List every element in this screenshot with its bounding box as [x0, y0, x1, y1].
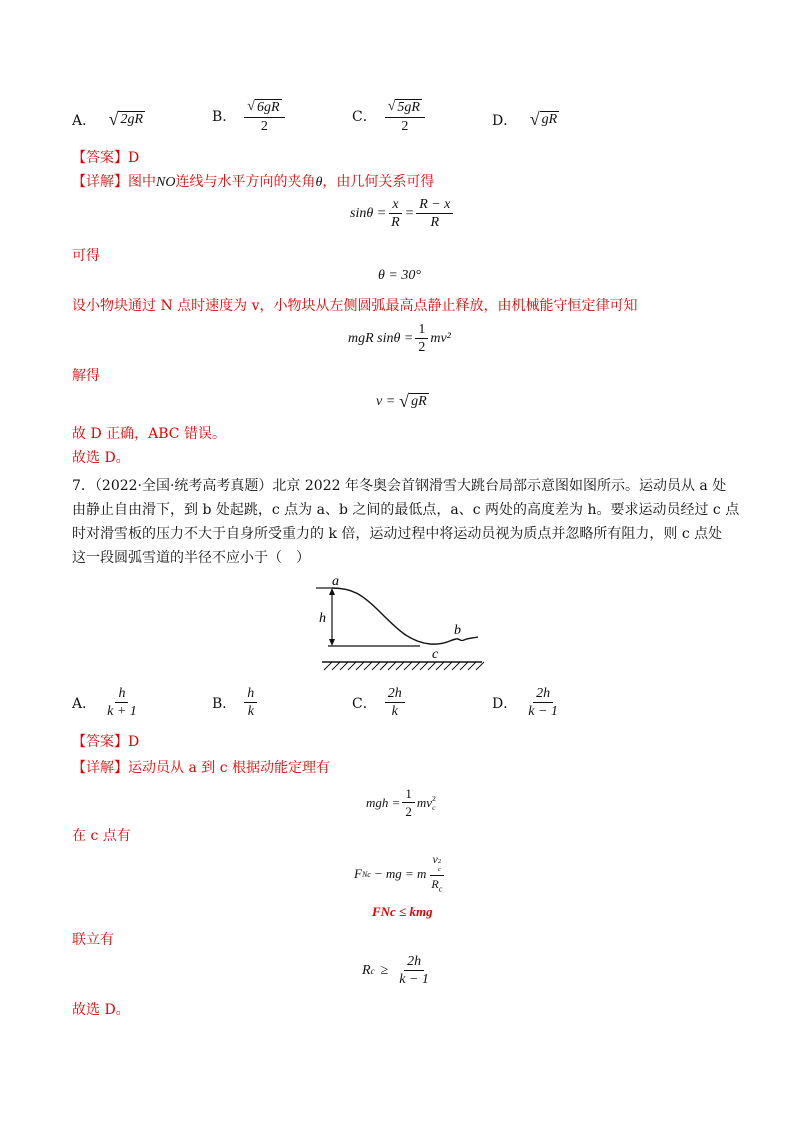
q7-lianli: 联立有: [72, 932, 114, 948]
ski-jump-diagram: [310, 572, 490, 682]
q6-detail: 【详解】图中NO连线与水平方向的夹角θ，由几何关系可得: [72, 174, 435, 190]
q7-option-a: A． $\frac{h}{k + 1}$: [72, 686, 137, 719]
q6-formula-v: v = √ gR: [376, 391, 427, 411]
q6-conclusion: 故 D 正确，ABC 错误。: [72, 426, 226, 442]
q6-option-d: D． √ gR: [492, 109, 558, 129]
label-c: c: [432, 647, 439, 662]
ground-hatch: [324, 662, 484, 670]
q6-option-c-num: 5gR: [397, 100, 420, 115]
q6-option-b: B． √ 6gR 2: [212, 98, 287, 134]
q7-stem-line-3: 时对滑雪板的压力不大于自身所受重力的 k 倍，运动过程中将运动员视为质点并忽略所有阻力，则 c 点处: [72, 526, 723, 542]
q7-zaic: 在 c 点有: [72, 828, 131, 844]
q7-option-b: B． $\frac{h}{k}$: [212, 686, 259, 719]
q7-stem-line-4: 这一段圆弧雪道的半径不应小于（ ）: [72, 550, 310, 566]
q6-formula-energy: mgR sinθ = $\frac{1}{2}$ mv²: [348, 322, 451, 355]
q6-answer: 【答案】D: [72, 150, 140, 166]
arrow-head-bottom: [329, 639, 335, 646]
q6-formula-theta: θ = 30°: [378, 268, 421, 283]
q7-option-d: D． $\frac{2h}{k - 1}$: [492, 686, 558, 719]
q7-detail: 【详解】运动员从 a 到 c 根据动能定理有: [72, 760, 330, 776]
q6-option-a-expr: 2gR: [120, 112, 144, 127]
label-b: b: [454, 623, 461, 638]
q7-formula-force: F Nc − mg = m v 2 c $R_c$: [354, 852, 443, 894]
q7-formula-result: R c ≥ $\frac{2h}{k - 1}$: [362, 954, 429, 987]
q7-final: 故选 D。: [72, 1002, 130, 1018]
q6-kede: 可得: [72, 248, 100, 264]
q6-option-a: A． √ 2gR: [72, 109, 144, 129]
q7-formula-energy: mgh = $\frac{1}{2}$ mv 2 c: [366, 786, 436, 819]
label-h: h: [319, 611, 326, 626]
q6-formula-sin: sinθ = $\frac{x}{R}$ = $\frac{R - x}{R}$: [350, 197, 455, 230]
q7-formula-inequality: FNc ≤ kmg: [372, 904, 433, 919]
q6-jiede: 解得: [72, 368, 100, 384]
label-a: a: [332, 574, 339, 589]
arrow-head-top: [329, 588, 335, 595]
q6-option-c: C． √ 5gR 2: [352, 98, 427, 134]
q6-option-b-den: 2: [260, 119, 268, 134]
q6-option-c-den: 2: [401, 119, 409, 134]
q7-stem-line-2: 由静止自由滑下，到 b 处起跳，c 点为 a、b 之间的最低点，a、c 两处的高度差为 h。要求运动员经过 c 点: [72, 502, 740, 518]
q6-option-d-expr: gR: [541, 112, 558, 127]
q6-option-b-num: 6gR: [256, 100, 280, 115]
q7-answer: 【答案】D: [72, 734, 140, 750]
q7-stem-line-1: 7．（2022·全国·统考高考真题）北京 2022 年冬奥会首钢滑雪大跳台局部示意图如图所示。运动员从 a 处: [72, 478, 727, 494]
q6-final: 故选 D。: [72, 450, 130, 466]
q7-option-c: C． $\frac{2h}{k}$: [352, 686, 407, 719]
q6-energy-line: 设小物块通过 N 点时速度为 v，小物块从左侧圆弧最高点静止释放，由机械能守恒定律可知: [72, 298, 638, 314]
